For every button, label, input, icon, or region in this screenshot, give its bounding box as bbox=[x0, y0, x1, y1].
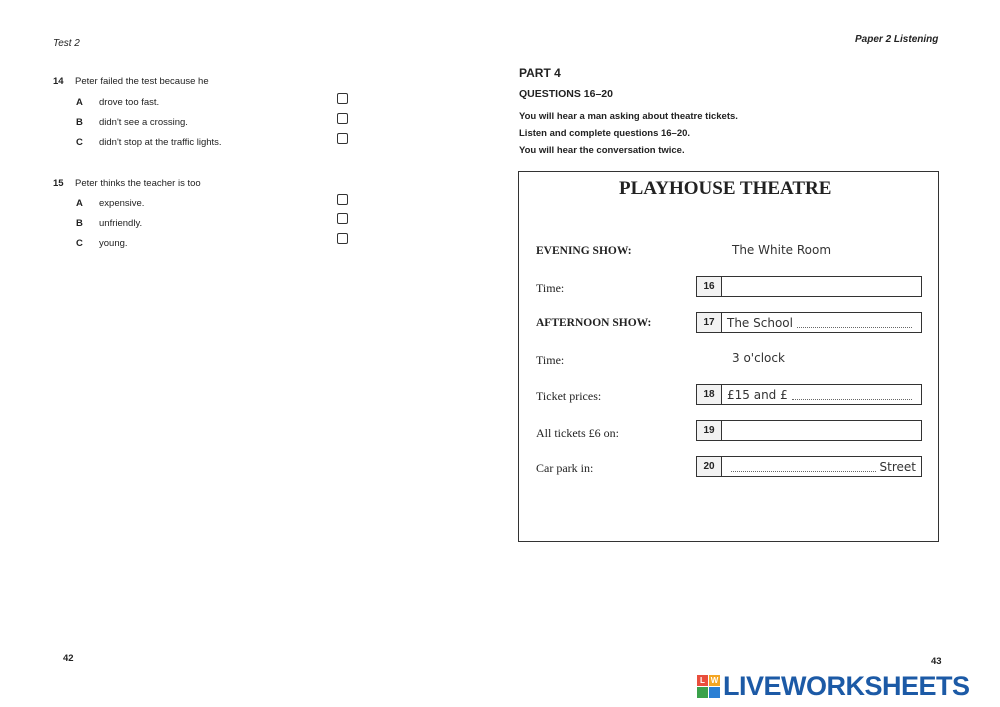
q14-option-c-checkbox[interactable] bbox=[337, 133, 348, 144]
dotted-line bbox=[797, 318, 912, 328]
option-text: young. bbox=[99, 238, 128, 249]
q14-option-b-checkbox[interactable] bbox=[337, 113, 348, 124]
answer-number: 20 bbox=[697, 457, 722, 476]
q14-option-a-checkbox[interactable] bbox=[337, 93, 348, 104]
logo-tile bbox=[697, 687, 708, 698]
question-text: Peter failed the test because he bbox=[75, 76, 209, 87]
answer-18-input[interactable] bbox=[722, 385, 921, 404]
q15-option-c-checkbox[interactable] bbox=[337, 233, 348, 244]
ticket-prices-label: Ticket prices: bbox=[536, 389, 602, 403]
question-text: Peter thinks the teacher is too bbox=[75, 178, 201, 189]
all-tickets-label: All tickets £6 on: bbox=[536, 426, 619, 440]
answer-19-input[interactable] bbox=[722, 421, 921, 440]
answer-box-20[interactable] bbox=[696, 456, 922, 477]
answer-16-input[interactable] bbox=[722, 277, 921, 296]
q15-option-b bbox=[76, 213, 142, 231]
q14-option-a bbox=[76, 92, 159, 110]
part-heading: PART 4 bbox=[519, 66, 561, 80]
answer-20-input[interactable] bbox=[722, 457, 921, 476]
suffix-text: Street bbox=[879, 459, 916, 474]
evening-show-label: EVENING SHOW: bbox=[536, 245, 632, 257]
logo-tile: L bbox=[697, 675, 708, 686]
option-text: didn't stop at the traffic lights. bbox=[99, 137, 222, 148]
q15-option-a bbox=[76, 193, 144, 211]
logo-tile: W bbox=[710, 676, 719, 685]
option-letter: C bbox=[76, 238, 83, 249]
answer-box-19[interactable] bbox=[696, 420, 922, 441]
right-page-header: Paper 2 Listening bbox=[855, 34, 939, 45]
prefilled-text: The School bbox=[727, 315, 793, 330]
q15-option-a-checkbox[interactable] bbox=[337, 194, 348, 205]
answer-box-16[interactable] bbox=[696, 276, 922, 297]
questions-heading: QUESTIONS 16–20 bbox=[519, 88, 613, 100]
left-page-number: 42 bbox=[63, 653, 74, 664]
question-number: 14 bbox=[53, 76, 64, 87]
answer-17-input[interactable] bbox=[722, 313, 921, 332]
brand-name: LIVEWORKSHEETS bbox=[723, 671, 970, 701]
dotted-line bbox=[792, 390, 912, 400]
option-text: unfriendly. bbox=[99, 218, 143, 229]
instruction-line: You will hear a man asking about theatre tickets. bbox=[519, 111, 738, 122]
right-page-number: 43 bbox=[931, 656, 942, 667]
liveworksheets-logo[interactable] bbox=[697, 671, 970, 702]
panel-title: PLAYHOUSE THEATRE bbox=[619, 178, 832, 199]
prefilled-text: £15 and £ bbox=[727, 387, 788, 402]
question-number: 15 bbox=[53, 178, 64, 189]
evening-time-label: Time: bbox=[536, 281, 565, 295]
option-letter: B bbox=[76, 117, 83, 128]
answer-number: 19 bbox=[697, 421, 722, 440]
afternoon-show-label: AFTERNOON SHOW: bbox=[536, 317, 652, 329]
instruction-line: You will hear the conversation twice. bbox=[519, 145, 685, 156]
answer-number: 17 bbox=[697, 313, 722, 332]
q14-option-b bbox=[76, 112, 188, 130]
question-14 bbox=[53, 71, 209, 89]
answer-number: 16 bbox=[697, 277, 722, 296]
option-letter: A bbox=[76, 198, 83, 209]
q15-option-b-checkbox[interactable] bbox=[337, 213, 348, 224]
option-text: drove too fast. bbox=[99, 97, 160, 108]
option-letter: A bbox=[76, 97, 83, 108]
car-park-label: Car park in: bbox=[536, 461, 594, 475]
evening-show-value: The White Room bbox=[732, 243, 832, 257]
q14-option-c bbox=[76, 132, 222, 150]
option-text: expensive. bbox=[99, 198, 145, 209]
theatre-info-panel bbox=[518, 171, 939, 542]
q15-option-c bbox=[76, 233, 128, 251]
answer-box-18[interactable] bbox=[696, 384, 922, 405]
option-text: didn't see a crossing. bbox=[99, 117, 188, 128]
instructions bbox=[519, 108, 738, 159]
logo-icon bbox=[697, 675, 720, 698]
question-15 bbox=[53, 173, 201, 191]
logo-tile bbox=[709, 687, 720, 698]
dotted-line bbox=[731, 462, 876, 472]
instruction-line: Listen and complete questions 16–20. bbox=[519, 128, 691, 139]
left-page-header: Test 2 bbox=[53, 38, 80, 49]
answer-box-17[interactable] bbox=[696, 312, 922, 333]
afternoon-time-value: 3 o'clock bbox=[732, 351, 785, 365]
afternoon-time-label: Time: bbox=[536, 353, 565, 367]
answer-number: 18 bbox=[697, 385, 722, 404]
option-letter: C bbox=[76, 137, 83, 148]
option-letter: B bbox=[76, 218, 83, 229]
